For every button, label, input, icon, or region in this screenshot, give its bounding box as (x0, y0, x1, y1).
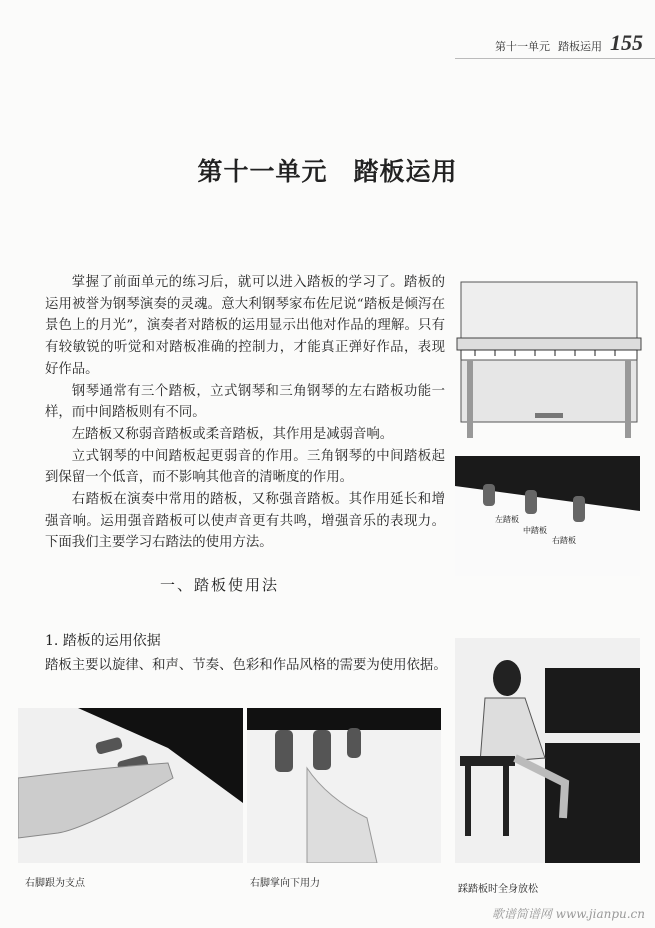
paragraph: 左踏板又称弱音踏板或柔音踏板，其作用是减弱音响。 (71, 426, 394, 442)
heel-pivot-photo (18, 708, 243, 863)
player-at-piano-photo (455, 638, 640, 863)
running-header (495, 30, 643, 56)
item-heading: 1. 踏板的运用依据 (45, 633, 161, 649)
paragraph: 立式钢琴的中间踏板起更弱音的作用。三角钢琴的中间踏板起到保留一个低音，而不影响其他音的清晰度的作用。 (45, 448, 445, 486)
ball-of-foot-photo (247, 708, 441, 863)
title-topic: 踏板运用 (353, 157, 458, 186)
header-topic: 踏板运用 (558, 40, 602, 53)
middle-pedal-label: 中踏板 (523, 526, 547, 535)
body-text (45, 272, 445, 554)
paragraph: 钢琴通常有三个踏板，立式钢琴和三角钢琴的左右踏板功能一样，而中间踏板则有不同。 (45, 383, 445, 421)
right-pedal-label: 右踏板 (552, 536, 576, 545)
page-title (0, 152, 655, 188)
left-pedal-label: 左踏板 (495, 515, 519, 524)
header-unit: 第十一单元 (495, 40, 550, 53)
header-rule (455, 58, 655, 59)
caption-relax: 踩踏板时全身放松 (458, 884, 538, 895)
title-unit: 第十一单元 (197, 157, 328, 186)
pedals-photo (455, 456, 640, 576)
caption-ball-of-foot: 右脚掌向下用力 (250, 878, 320, 889)
page-number: 155 (610, 30, 643, 55)
caption-heel-pivot: 右脚跟为支点 (25, 878, 85, 889)
item-text: 踏板主要以旋律、和声、节奏、色彩和作品风格的需要为使用依据。 (45, 658, 447, 673)
watermark: 歌谱简谱网 www.jianpu.cn (491, 907, 645, 921)
upright-piano-photo (455, 268, 643, 443)
section-heading: 一、踏板使用法 (160, 576, 280, 594)
paragraph: 右踏板在演奏中常用的踏板，又称强音踏板。其作用延长和增强音响。运用强音踏板可以使声音更有共鸣，增强音乐的表现力。下面我们主要学习右踏法的使用方法。 (45, 492, 445, 551)
paragraph: 掌握了前面单元的练习后，就可以进入踏板的学习了。踏板的运用被誉为钢琴演奏的灵魂。意大利钢琴家布佐尼说“踏板是倾泻在景色上的月光”，演奏者对踏板的运用显示出他对作品的理解。只有有较敏锐的听觉和对踏板准确的控制力，才能真正弹好作品，表现好作品。 (45, 275, 445, 377)
